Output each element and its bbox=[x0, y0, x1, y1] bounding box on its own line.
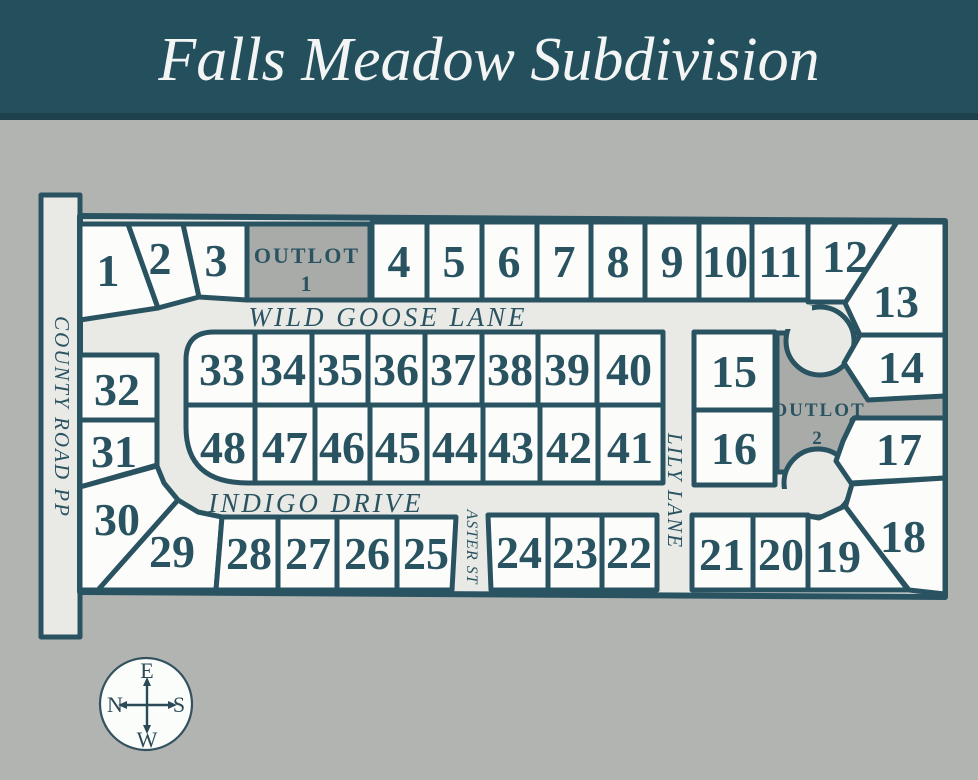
lot-47-number: 47 bbox=[262, 422, 308, 473]
lot-41-number: 41 bbox=[607, 422, 653, 473]
lot-44-number: 44 bbox=[432, 422, 478, 473]
lot-3-number: 3 bbox=[204, 235, 228, 286]
lot-2-number: 2 bbox=[148, 233, 172, 284]
compass-letter-top: E bbox=[140, 658, 154, 683]
outlot-1-label: OUTLOT bbox=[253, 243, 361, 268]
compass-letter-left: N bbox=[107, 692, 123, 717]
outlot-2-label: OUTLOT bbox=[772, 400, 866, 421]
outlot-2-number: 2 bbox=[812, 428, 824, 449]
lot-27-number: 27 bbox=[285, 528, 331, 579]
lot-42-number: 42 bbox=[546, 422, 592, 473]
lot-1-number: 1 bbox=[96, 245, 120, 296]
lot-12-number: 12 bbox=[822, 231, 868, 282]
lot-32-number: 32 bbox=[94, 364, 140, 415]
lot-35-number: 35 bbox=[317, 344, 363, 395]
lot-11-number: 11 bbox=[758, 236, 802, 287]
street-label-indigo-drive: INDIGO DRIVE bbox=[208, 488, 424, 518]
lot-22-number: 22 bbox=[606, 527, 652, 578]
lot-8-number: 8 bbox=[606, 236, 630, 287]
lot-10-number: 10 bbox=[702, 236, 748, 287]
outlot-1-number: 1 bbox=[300, 271, 314, 296]
lot-37-number: 37 bbox=[430, 344, 476, 395]
lot-4-number: 4 bbox=[387, 236, 411, 287]
street-label-aster-st: ASTER ST bbox=[463, 509, 480, 585]
lot-25-number: 25 bbox=[403, 528, 449, 579]
lot-33-number: 33 bbox=[199, 344, 245, 395]
lot-23-number: 23 bbox=[552, 527, 598, 578]
lot-7-number: 7 bbox=[552, 236, 576, 287]
lot-48-number: 48 bbox=[200, 422, 246, 473]
lot-38-number: 38 bbox=[487, 344, 533, 395]
lot-31-number: 31 bbox=[91, 426, 137, 477]
lot-19-number: 19 bbox=[815, 531, 861, 582]
lot-34-number: 34 bbox=[260, 344, 306, 395]
wild-goose-cul-de-sac-mouth bbox=[781, 306, 812, 329]
lot-26-number: 26 bbox=[344, 528, 390, 579]
lot-21-number: 21 bbox=[699, 529, 745, 580]
indigo-cul-de-sac-mouth bbox=[779, 489, 810, 514]
lot-30-number: 30 bbox=[94, 494, 140, 545]
lot-40-number: 40 bbox=[606, 344, 652, 395]
compass-letter-right: S bbox=[172, 692, 186, 717]
lot-14-number: 14 bbox=[878, 342, 924, 393]
street-label-county-road-pp: COUNTY ROAD PP bbox=[50, 316, 74, 518]
lot-13-number: 13 bbox=[873, 276, 919, 327]
lot-9-number: 9 bbox=[660, 236, 684, 287]
lot-17-number: 17 bbox=[876, 424, 922, 475]
lot-18-number: 18 bbox=[880, 511, 926, 562]
header-edge bbox=[0, 113, 978, 120]
lot-28-number: 28 bbox=[226, 528, 272, 579]
compass-rose bbox=[100, 658, 192, 752]
lot-15-number: 15 bbox=[711, 346, 757, 397]
lot-16-number: 16 bbox=[711, 423, 757, 474]
page-title: Falls Meadow Subdivision bbox=[158, 26, 820, 94]
lot-45-number: 45 bbox=[375, 422, 421, 473]
lot-46-number: 46 bbox=[319, 422, 365, 473]
lot-20-number: 20 bbox=[758, 529, 804, 580]
compass-letter-bottom: W bbox=[136, 727, 158, 752]
lot-24-number: 24 bbox=[496, 527, 542, 578]
lot-39-number: 39 bbox=[544, 344, 590, 395]
lot-29-number: 29 bbox=[149, 526, 195, 577]
street-label-lily-lane: LILY LANE bbox=[663, 432, 687, 550]
lot-6-number: 6 bbox=[497, 236, 521, 287]
lot-5-number: 5 bbox=[442, 236, 466, 287]
header bbox=[0, 0, 978, 120]
lot-43-number: 43 bbox=[488, 422, 534, 473]
lot-36-number: 36 bbox=[373, 344, 419, 395]
street-label-wild-goose-lane: WILD GOOSE LANE bbox=[248, 302, 528, 332]
